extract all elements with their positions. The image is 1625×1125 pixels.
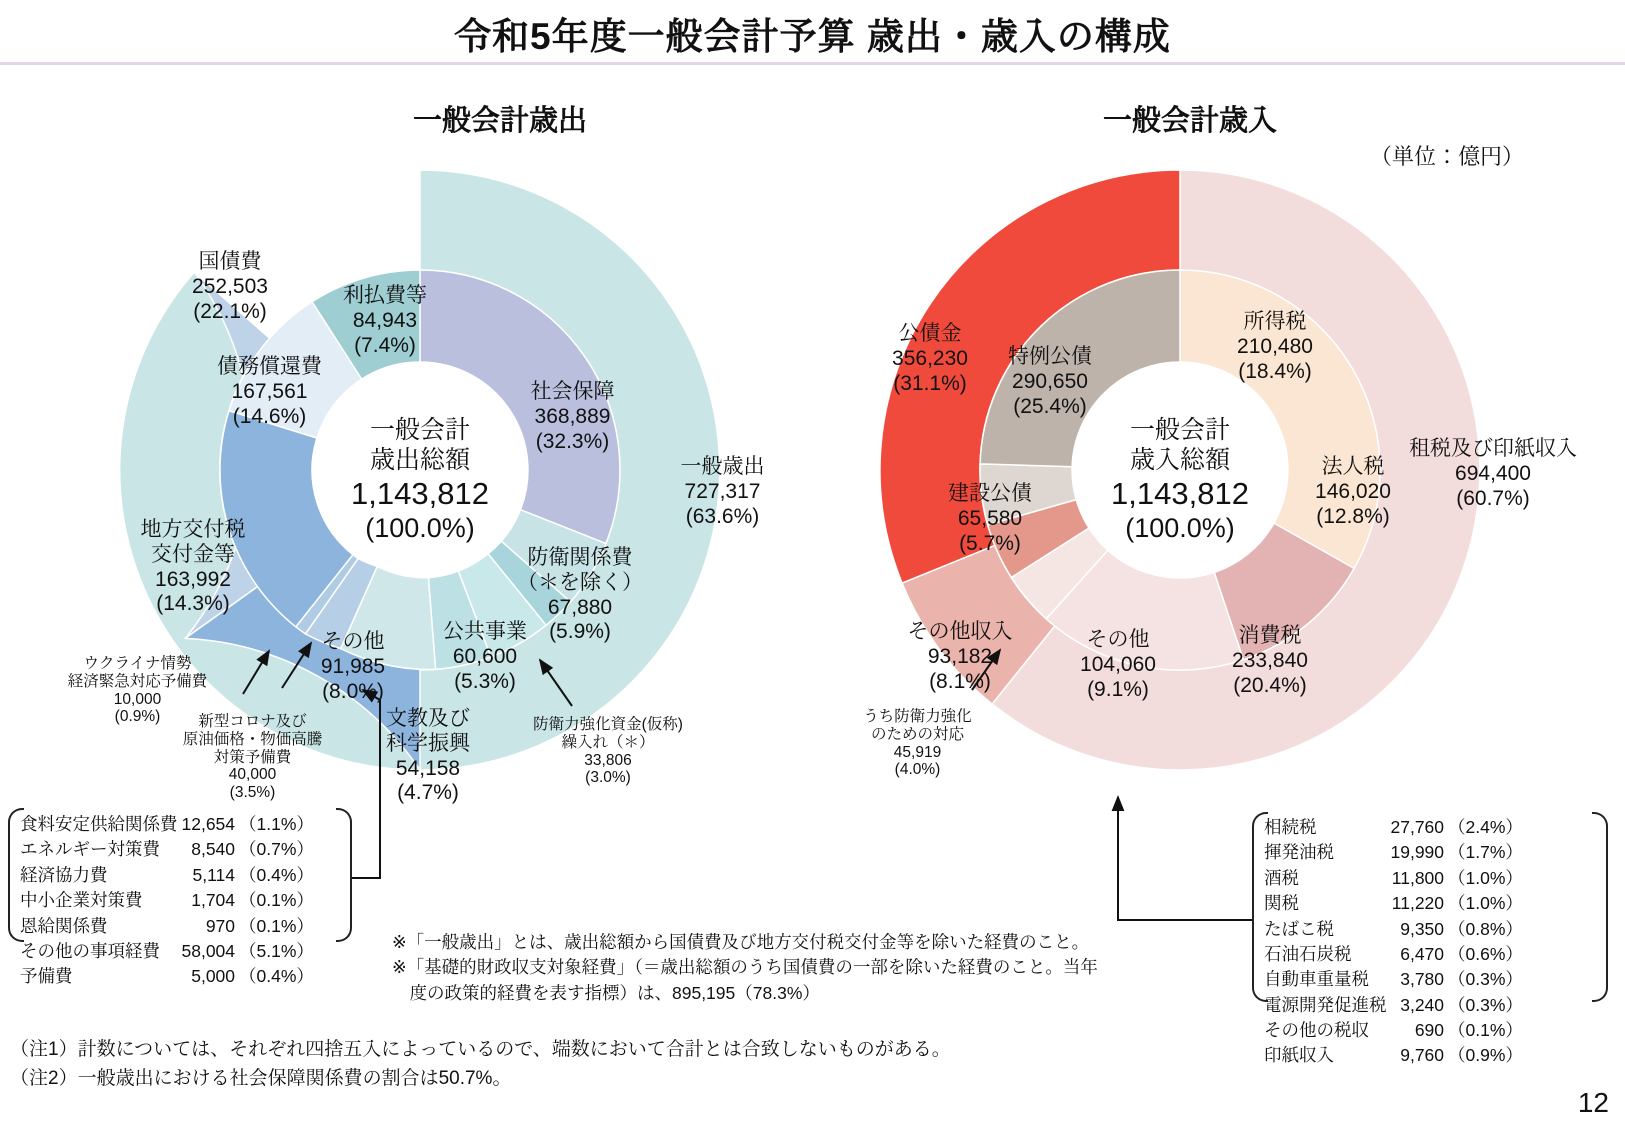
corona-l2: 原油価格・物価高騰 (182, 730, 323, 748)
revenue-detail-box (1262, 815, 1525, 1069)
rev-detail-value: 11,220 (1391, 893, 1445, 914)
sonotashunyu-value: 93,182 (927, 644, 993, 668)
exp-detail-pct: （0.4%） (239, 864, 314, 885)
revenue-detail-brace-left (1252, 812, 1268, 1002)
saimu-pct: (14.6%) (232, 404, 307, 428)
expenditure-detail-brace-right (336, 808, 352, 942)
rev-detail-pct: （0.1%） (1448, 1020, 1523, 1040)
rev-detail-pct: （0.6%） (1448, 943, 1523, 964)
exp-detail-row (18, 964, 316, 989)
exp-detail-value: 1,704 (191, 890, 236, 911)
rev-detail-label: 石油石炭税 (1264, 943, 1352, 964)
sonotashunyu-name: その他収入 (907, 620, 1013, 643)
exp-detail-label: 恩給関係費 (20, 915, 108, 936)
shohizei-pct: (20.4%) (1233, 673, 1307, 697)
rev-detail-value: 27,760 (1390, 817, 1445, 837)
rev-detail-label: 揮発油税 (1264, 842, 1334, 863)
expsonota-name: その他 (321, 630, 385, 653)
expenditure-detail-box (18, 812, 316, 990)
page-title: 令和5年度一般会計予算 歳出・歳入の構成 (454, 16, 1171, 57)
shakaihosho-name: 社会保障 (530, 380, 615, 403)
slice-label-rev-sonota (1048, 628, 1188, 702)
mid-note-1: ※「一般歳出」とは、歳出総額から国債費及び地方交付税交付金等を除いた経費のこと。 (392, 932, 1090, 952)
saimu-name: 債務償還費 (217, 355, 322, 378)
bunkyo-value: 54,158 (395, 756, 461, 780)
corona-l3: 対策予備費 (213, 748, 292, 766)
shotokuzei-name: 所得税 (1243, 310, 1307, 333)
kyoka-l1: 防衛力強化資金(仮称) (533, 716, 683, 733)
exp-detail-label: 予備費 (20, 966, 73, 987)
koukyou-value: 60,600 (452, 644, 518, 668)
ukraine-l1: ウクライナ情勢 (83, 655, 192, 672)
exp-detail-pct: （1.1%） (239, 814, 314, 834)
kyoka-value: 33,806 (584, 751, 632, 769)
exp-detail-row (18, 837, 316, 862)
slice-label-bunkyo-kagaku (348, 707, 508, 806)
rev-detail-value: 11,800 (1391, 867, 1445, 888)
risokuhi-value: 84,943 (352, 308, 418, 332)
kokusaihi-pct: (22.1%) (193, 299, 267, 323)
kensetsu-pct: (5.7%) (959, 531, 1021, 555)
rev-center-total: 1,143,812 (1111, 476, 1249, 511)
revsonota-pct: (9.1%) (1087, 677, 1149, 701)
footnotes (10, 1036, 1110, 1093)
rev-detail-pct: （1.0%） (1448, 867, 1523, 888)
kyoka-pct: (3.0%) (585, 769, 631, 787)
rev-detail-value: 6,470 (1400, 943, 1445, 964)
sozei-name: 租税及び印紙収入 (1409, 437, 1577, 460)
ippan-value: 727,317 (684, 479, 761, 503)
expenditure-detail-brace-left (8, 808, 24, 942)
rev-detail-label: 関税 (1264, 893, 1299, 914)
slice-label-shotokuzei (1190, 310, 1360, 384)
expenditure-detail-table (18, 812, 316, 990)
rev-center-pct: (100.0%) (1125, 513, 1235, 544)
houjinzei-name: 法人税 (1321, 455, 1385, 478)
rev-detail-label: その他の税収 (1264, 1020, 1369, 1040)
slice-label-tokurei-kousai (965, 345, 1135, 419)
rev-detail-pct: （0.8%） (1448, 918, 1523, 939)
rev-detail-row (1262, 866, 1525, 891)
revsonota-value: 104,060 (1080, 652, 1156, 676)
unit-note: （単位：億円） (1370, 144, 1525, 169)
rev-detail-label: 印紙収入 (1264, 1045, 1334, 1066)
exp-detail-value: 5,114 (192, 864, 236, 885)
chiho-pct: (14.3%) (156, 592, 230, 616)
exp-detail-value: 58,004 (181, 940, 236, 961)
kokusaihi-value: 252,503 (192, 274, 268, 298)
exp-center-line2: 歳出総額 (369, 446, 470, 474)
rev-detail-label: 自動車重量税 (1264, 969, 1369, 990)
revenue-detail-table (1262, 815, 1525, 1069)
exp-detail-row (18, 863, 316, 888)
expsonota-pct: (8.0%) (322, 679, 384, 703)
rev-detail-value: 3,240 (1400, 994, 1445, 1015)
exp-detail-row (18, 888, 316, 913)
rev-detail-row (1262, 993, 1525, 1018)
boei-value: 67,880 (547, 595, 613, 619)
shakaihosho-pct: (32.3%) (535, 429, 610, 453)
chiho-value: 163,992 (155, 567, 231, 591)
shohizei-name: 消費税 (1238, 624, 1302, 647)
exp-detail-label: エネルギー対策費 (20, 839, 160, 860)
boei-note: （＊を除く） (517, 570, 643, 594)
rev-detail-row (1262, 967, 1525, 992)
rev-detail-value: 9,350 (1400, 918, 1445, 939)
exp-center-pct: (100.0%) (365, 513, 475, 544)
ippan-name: 一般歳出 (680, 455, 765, 478)
sozei-value: 694,400 (1455, 461, 1531, 485)
slice-label-exp-sonota (288, 630, 418, 704)
revenue-heading: 一般会計歳入 (1102, 105, 1277, 137)
exp-detail-value: 12,654 (181, 814, 236, 834)
rev-detail-label: たばこ税 (1264, 918, 1334, 939)
uchiboei-l1: うち防衛力強化 (863, 708, 972, 725)
uchiboei-pct: (4.0%) (894, 761, 941, 779)
bunkyo-name2: 科学振興 (386, 731, 470, 755)
slice-label-koukyou-jigyou (410, 620, 560, 694)
rev-center-line2: 歳入総額 (1129, 446, 1230, 474)
exp-detail-row (18, 939, 316, 964)
slice-label-shakai-hosho (495, 380, 650, 454)
rev-detail-row (1262, 815, 1525, 840)
kyoka-l2: 繰入れ（＊） (561, 733, 655, 751)
slice-label-houjinzei (1283, 455, 1423, 529)
slice-label-kensetsu-kousai (910, 482, 1070, 556)
uchiboei-l2: のための対応 (870, 725, 964, 743)
uchiboei-value: 45,919 (893, 743, 942, 761)
tokurei-pct: (25.4%) (1013, 394, 1087, 418)
mid-note-2: ※「基礎的財政収支対象経費」（＝歳出総額のうち国債費の一部を除いた経費のこと。当年 (392, 957, 1098, 978)
koukyou-pct: (5.3%) (454, 669, 516, 693)
slice-label-shohizei (1190, 624, 1350, 698)
rev-detail-pct: （1.7%） (1448, 842, 1523, 863)
rev-detail-row (1262, 840, 1525, 865)
callout-uchi-boeiryoku (820, 708, 1015, 779)
revenue-detail-brace-right (1592, 812, 1608, 1002)
callout-corona-yobihi (150, 713, 355, 802)
exp-detail-pct: （0.4%） (239, 966, 314, 987)
exp-detail-value: 970 (205, 915, 236, 936)
koukyou-name: 公共事業 (443, 620, 527, 643)
exp-detail-pct: （0.7%） (239, 839, 314, 860)
callout-boeiryoku-kyoka (508, 716, 708, 787)
rev-detail-row (1262, 917, 1525, 942)
exp-detail-pct: （5.1%） (239, 940, 314, 961)
rev-detail-value: 3,780 (1400, 969, 1445, 990)
rev-detail-row (1262, 942, 1525, 967)
kousaikin-pct: (31.1%) (893, 371, 967, 395)
risokuhi-name: 利払費等 (343, 284, 427, 307)
sonotashunyu-pct: (8.1%) (929, 669, 991, 693)
kensetsu-name: 建設公債 (948, 482, 1032, 505)
rev-detail-label: 電源開発促進税 (1264, 994, 1387, 1015)
footnote-2: （注2）一般歳出における社会保障関係費の割合は50.7%。 (10, 1067, 512, 1089)
slice-label-risokuhi (310, 284, 460, 358)
rev-detail-row (1262, 1043, 1525, 1068)
shotokuzei-value: 210,480 (1237, 334, 1313, 358)
chiho-name2: 交付金等 (151, 542, 235, 566)
slice-label-chiho-kofuzei (98, 518, 288, 617)
slice-label-kokusaihi (150, 250, 310, 324)
sozei-pct: (60.7%) (1456, 486, 1530, 510)
exp-detail-label: 経済協力費 (20, 864, 108, 885)
rev-detail-value: 19,990 (1390, 842, 1445, 863)
rev-center-line1: 一般会計 (1129, 416, 1230, 444)
rev-detail-pct: （0.3%） (1448, 994, 1523, 1015)
slice-label-saimu-shokan (182, 355, 357, 429)
rev-detail-row (1262, 1018, 1525, 1043)
bunkyo-pct: (4.7%) (397, 781, 459, 805)
bunkyo-name1: 文教及び (386, 707, 470, 730)
kousaikin-value: 356,230 (892, 346, 968, 370)
boei-pct: (5.9%) (549, 620, 611, 644)
kousaikin-name: 公債金 (898, 322, 962, 345)
footnote-1: （注1）計数については、それぞれ四捨五入によっているので、端数において合計とは合致しないものがある。 (10, 1039, 951, 1060)
exp-detail-pct: （0.1%） (239, 915, 314, 936)
page-number: 12 (1577, 1087, 1609, 1118)
exp-detail-row (18, 914, 316, 939)
chiho-name1: 地方交付税 (140, 518, 246, 541)
tokurei-name: 特例公債 (1008, 345, 1092, 368)
revenue-center-label (1060, 415, 1300, 545)
rev-detail-value: 9,760 (1400, 1045, 1445, 1066)
exp-detail-label: 食料安定供給関係費 (20, 814, 178, 834)
houjinzei-pct: (12.8%) (1316, 504, 1390, 528)
expsonota-value: 91,985 (320, 654, 386, 678)
shohizei-value: 233,840 (1232, 648, 1308, 672)
slice-label-sonota-shunyu (880, 620, 1040, 694)
rev-detail-pct: （0.9%） (1448, 1045, 1523, 1066)
exp-detail-pct: （0.1%） (239, 890, 314, 911)
rev-detail-label: 相続税 (1264, 817, 1317, 837)
exp-detail-label: その他の事項経費 (20, 940, 160, 961)
ukraine-l2: 経済緊急対応予備費 (67, 672, 208, 690)
saimu-value: 167,561 (231, 379, 308, 403)
ukraine-pct: (0.9%) (114, 708, 161, 726)
rev-detail-pct: （0.3%） (1448, 969, 1523, 990)
rev-detail-value: 690 (1414, 1020, 1445, 1040)
boei-name: 防衛関係費 (527, 546, 633, 569)
shotokuzei-pct: (18.4%) (1238, 359, 1312, 383)
kokusaihi-name: 国債費 (198, 250, 262, 273)
exp-center-line1: 一般会計 (369, 416, 470, 444)
corona-pct: (3.5%) (229, 784, 276, 802)
houjinzei-value: 146,020 (1315, 479, 1391, 503)
tokurei-value: 290,650 (1012, 369, 1088, 393)
corona-l1: 新型コロナ及び (198, 713, 307, 730)
ippan-pct: (63.6%) (685, 504, 760, 528)
revsonota-name: その他 (1086, 628, 1150, 651)
expenditure-heading: 一般会計歳出 (412, 105, 587, 137)
rev-detail-label: 酒税 (1264, 867, 1299, 888)
mid-notes (392, 930, 1112, 1006)
exp-detail-label: 中小企業対策費 (20, 890, 143, 911)
exp-detail-value: 8,540 (191, 839, 236, 860)
risokuhi-pct: (7.4%) (354, 333, 416, 357)
ukraine-value: 10,000 (113, 690, 162, 708)
rev-detail-row (1262, 891, 1525, 916)
exp-detail-value: 5,000 (191, 966, 236, 987)
kensetsu-value: 65,580 (957, 506, 1023, 530)
rev-detail-pct: （1.0%） (1448, 893, 1523, 914)
slice-label-ippan-saishutsu (640, 455, 805, 529)
corona-value: 40,000 (228, 766, 277, 784)
exp-detail-row (18, 812, 316, 837)
mid-note-3: 度の政策的経費を表す指標）は、895,195（78.3%） (392, 982, 820, 1003)
shakaihosho-value: 368,889 (534, 404, 611, 428)
exp-center-total: 1,143,812 (351, 476, 489, 511)
rev-detail-pct: （2.4%） (1448, 817, 1523, 837)
